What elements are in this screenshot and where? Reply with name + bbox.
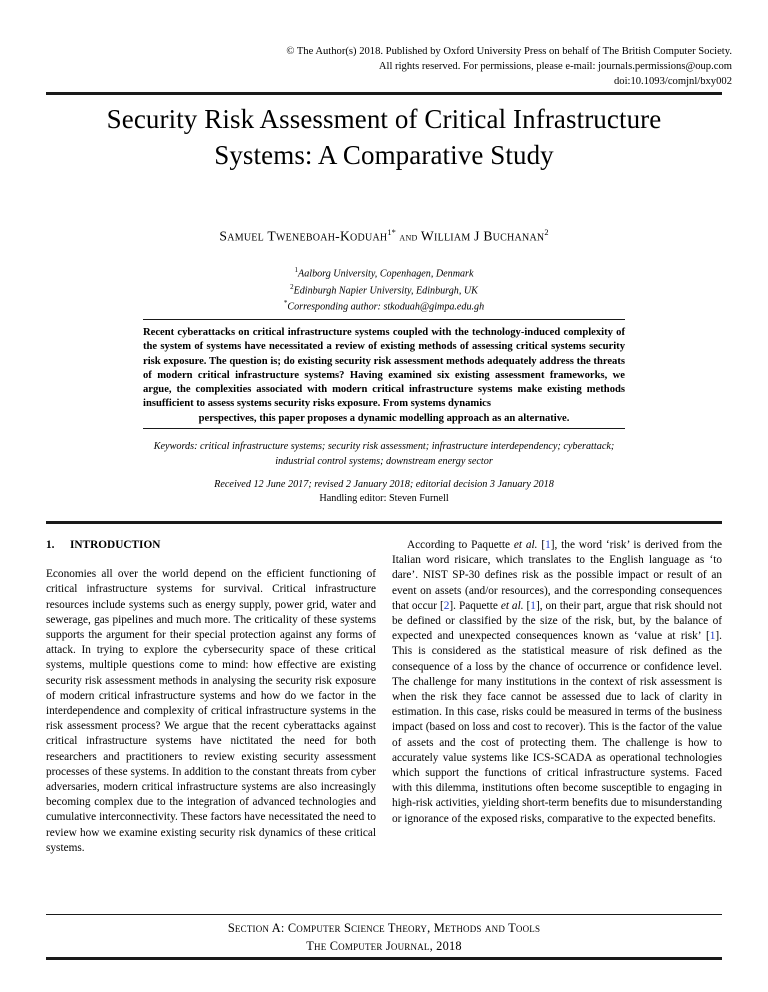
received-dates: Received 12 June 2017; revised 2 January 2018; editorial decision 3 January 2018	[214, 479, 554, 490]
body-divider	[46, 521, 722, 524]
abstract-last-line: perspectives, this paper proposes a dynamic modelling approach as an alternative.	[198, 412, 570, 424]
affiliation-mark: 2	[290, 282, 294, 291]
affiliation-block	[104, 264, 664, 314]
et-al-italic: et al.	[513, 539, 538, 551]
abstract-rule-bottom	[143, 428, 625, 429]
author-list	[104, 228, 664, 245]
et-al-italic: et al.	[500, 599, 524, 612]
citation-link[interactable]: 1	[530, 599, 536, 612]
citation-link[interactable]: 1	[709, 630, 716, 643]
paragraph-intro-left: Economies all over the world depend on the efficient functioning of critical infrastructure systems for survival. Critical infrastructure resources include systems such as energy supply, power grid, water and sewerage, gas pipelines and much more. The criticality of these systems supports the argument for their special protection against any forms of attack. In trying to explore the cybersecurity space of these critical systems, multiple questions come to mind: how effective are existing security risk assessment methods in analysing the security risk exposure of modern critical infrastructure systems and how do we factor in the interdependence and complexity of critical infrastructure systems in the risk assessment process? We argue that the recent cyberattacks against critical infrastructure systems have nictitated the need for both researchers and practitioners to review existing security assessment processes of these systems. In addition to the constant threats from cyber adversaries, modern critical infrastructure systems are also increasingly becoming complex due to the integration of advanced technologies and cumulative interconnectivity. These factors have necessitated the need to review how we examine existing security risk dynamics of these critical systems.	[46, 568, 376, 854]
affiliation-item	[104, 264, 664, 281]
keywords-line-1: critical infrastructure systems; security risk assessment; infrastructure interdependency;	[197, 441, 561, 452]
page-footer	[46, 920, 722, 955]
section-heading-introduction	[46, 538, 376, 553]
section-title: INTRODUCTION	[70, 539, 161, 551]
copyright-line-2: All rights reserved. For permissions, please e-mail: journals.permissions@oup.com	[378, 61, 732, 73]
paragraph-intro-right: According to Paquette et al. [1], the word ‘risk’ is derived from the Italian word risicare, which translates to the English language as ‘to dare’. NIST SP-30 defines risk as the possible impact or result of an event on assets (and/or resources), and the corresponding consequences that occur [2]. Paquette et al. [1], on their part, argue that risk should not be defined or classified by the size of the risk, but, by the balance of expected and unexpected consequences known as ‘value at risk’ [1]. This is considered as the statistical measure of risk defined as the consequence of a loss by the chance of occurrence or confidence level. The challenge for many institutions in the context of risk assessment is when the risk they face cannot be assessed due to lack of clarity in estimation. In this case, risks could be measured in terms of the business impact (based on loss and cost to recover). This is the factor of the value of assets and the cost of protecting them. The challenge is how to accurately value systems like ICS-SCADA as operational technologies which support the functions of critical infrastructure systems. Faced with this dilemma, institutions often become susceptible to engaging in high-risk activities, yielding short-term benefits due to misunderstanding or ignorance of the exposed risks, comparative to the expected benefits.	[392, 539, 722, 825]
abstract	[143, 326, 625, 426]
body-column-left	[46, 538, 376, 856]
author-1-marks: 1*	[387, 228, 396, 237]
footer-divider-top	[46, 914, 722, 915]
affiliation-text: Aalborg University, Copenhagen, Denmark	[298, 268, 474, 280]
corresponding-author-text: Corresponding author: stkoduah@gimpa.edu.gh	[287, 301, 485, 313]
footer-section-line: Section A: Computer Science Theory, Methods and Tools	[227, 921, 541, 935]
keywords-line-2: cyberattack; industrial control systems; downstream energy sector	[275, 441, 615, 467]
citation-link[interactable]: 1	[545, 539, 551, 551]
corresponding-author	[104, 297, 664, 314]
author-conjunction: and	[399, 230, 418, 244]
affiliation-mark: 1	[294, 266, 299, 274]
keywords-label: Keywords:	[153, 441, 198, 452]
affiliation-text: Edinburgh Napier University, Edinburgh, UK	[293, 284, 478, 296]
handling-editor: Handling editor: Steven Furnell	[319, 493, 449, 504]
section-number: 1.	[46, 539, 55, 551]
copyright-line-1: © The Author(s) 2018. Published by Oxford University Press on behalf of The British Computer Society.	[286, 46, 732, 57]
doi-line: doi:10.1093/comjnl/bxy002	[613, 76, 732, 88]
abstract-body: Recent cyberattacks on critical infrastructure systems coupled with the technology-induced complexity of the system of systems have necessitated a review of existing methods of assessing critical systems security risk exposure. The question is; do existing security risk assessment methods adequately address the threats of modern critical infrastructure systems? Having examined six existing assessment frameworks, we argue, the complexities associated with modern critical infrastructure systems make existing methods insufficient to assess systems security risks exposure. From systems dynamics	[143, 327, 625, 410]
author-name-1: Samuel Tweneboah-Koduah	[219, 228, 388, 244]
abstract-rule-top	[143, 319, 625, 320]
footer-divider-bottom	[46, 957, 722, 960]
author-name-2: William J Buchanan	[420, 228, 545, 244]
header-divider	[46, 92, 722, 95]
author-2-marks: 2	[544, 228, 549, 237]
corresponding-mark: *	[283, 299, 288, 308]
paper-title: Security Risk Assessment of Critical Infrastructure Systems: A Comparative Study	[106, 104, 662, 170]
keywords	[143, 440, 625, 469]
affiliation-item	[104, 281, 664, 298]
body-column-right	[392, 538, 722, 827]
copyright-header	[138, 44, 732, 90]
footer-journal-line: The Computer Journal, 2018	[306, 938, 462, 953]
citation-link[interactable]: 2	[443, 599, 450, 612]
